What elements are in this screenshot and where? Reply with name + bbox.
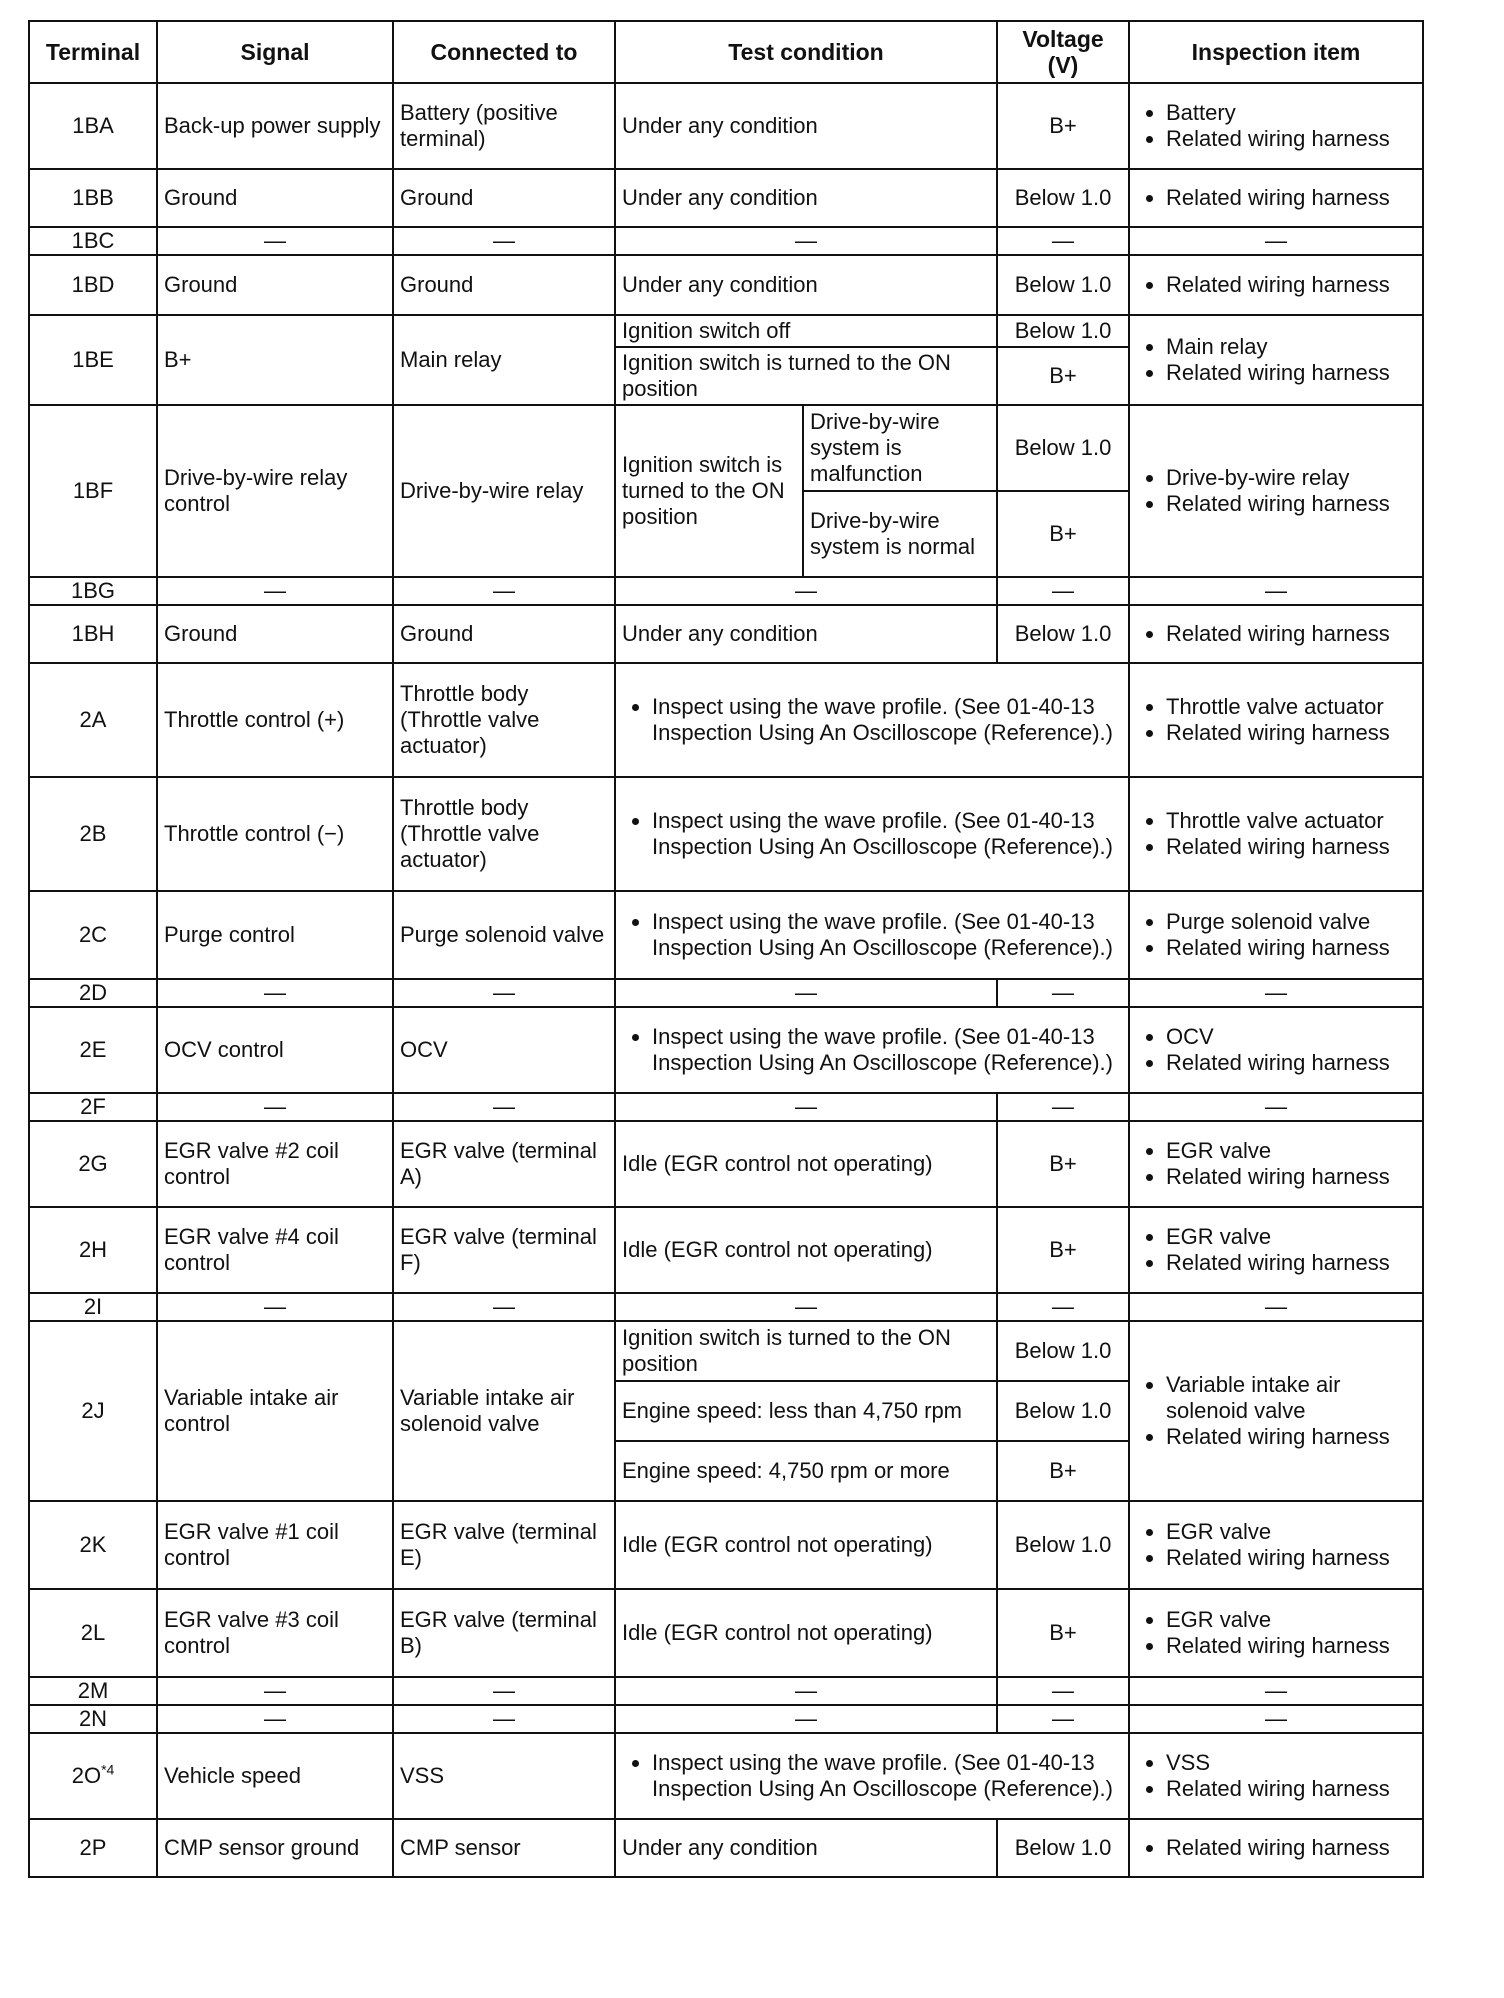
table-row [29, 663, 1423, 777]
condition-cell: — [615, 979, 997, 1007]
table-row [29, 891, 1423, 979]
connected-cell: Purge solenoid valve [393, 891, 615, 979]
condition-cell: — [615, 577, 997, 605]
terminal-cell: 1BC [29, 227, 157, 255]
connected-cell: — [393, 1705, 615, 1733]
inspection-item: • Related wiring harness [1166, 935, 1416, 961]
connected-cell: — [393, 577, 615, 605]
terminal-cell: 1BG [29, 577, 157, 605]
terminal-cell: 1BB [29, 169, 157, 227]
condition-cell [615, 1733, 1129, 1819]
connected-cell: VSS [393, 1733, 615, 1819]
signal-cell: Variable intake air control [157, 1321, 393, 1501]
condition-cell: — [615, 1293, 997, 1321]
condition-item: • Inspect using the wave profile. (See 01-40-13 Inspection Using An Oscilloscope (Reference).) [652, 808, 1122, 860]
terminal-cell: 1BE [29, 315, 157, 405]
signal-cell: Throttle control (+) [157, 663, 393, 777]
inspection-cell: — [1129, 979, 1423, 1007]
inspection-item: • Battery [1166, 100, 1416, 126]
terminal-label: 2O [71, 1763, 102, 1788]
table-row [29, 1589, 1423, 1677]
signal-cell: — [157, 979, 393, 1007]
signal-cell: — [157, 1093, 393, 1121]
header-voltage: Voltage (V) [997, 21, 1129, 83]
voltage-cell: B+ [997, 1589, 1129, 1677]
inspection-item: • Related wiring harness [1166, 491, 1416, 517]
connected-cell: — [393, 1677, 615, 1705]
inspection-item: • Purge solenoid valve [1166, 909, 1416, 935]
voltage-cell: Below 1.0 [997, 255, 1129, 315]
signal-cell: Throttle control (−) [157, 777, 393, 891]
table-row [29, 577, 1423, 605]
voltage-cell: Below 1.0 [997, 1381, 1129, 1441]
table-row [29, 83, 1423, 169]
connected-cell: EGR valve (terminal B) [393, 1589, 615, 1677]
condition-item: • Inspect using the wave profile. (See 01-40-13 Inspection Using An Oscilloscope (Reference).) [652, 909, 1122, 961]
condition-cell: Idle (EGR control not operating) [615, 1121, 997, 1207]
voltage-cell: — [997, 1293, 1129, 1321]
terminal-cell [29, 1733, 157, 1819]
voltage-cell: Below 1.0 [997, 405, 1129, 491]
voltage-cell: B+ [997, 491, 1129, 577]
voltage-cell: Below 1.0 [997, 315, 1129, 347]
voltage-cell: B+ [997, 347, 1129, 405]
inspection-item: • EGR valve [1166, 1519, 1416, 1545]
table-row [29, 255, 1423, 315]
connected-cell: OCV [393, 1007, 615, 1093]
terminal-cell: 2I [29, 1293, 157, 1321]
terminal-cell: 1BD [29, 255, 157, 315]
connected-cell: Throttle body (Throttle valve actuator) [393, 777, 615, 891]
inspection-item: • Drive-by-wire relay [1166, 465, 1416, 491]
inspection-item: • EGR valve [1166, 1138, 1416, 1164]
inspection-item: • Related wiring harness [1166, 1776, 1416, 1802]
inspection-cell [1129, 777, 1423, 891]
inspection-cell: — [1129, 1677, 1423, 1705]
connected-cell: Ground [393, 605, 615, 663]
table-row [29, 1121, 1423, 1207]
voltage-cell: B+ [997, 1441, 1129, 1501]
connected-cell: CMP sensor [393, 1819, 615, 1877]
terminal-cell: 2H [29, 1207, 157, 1293]
signal-cell: EGR valve #2 coil control [157, 1121, 393, 1207]
condition-cell: Under any condition [615, 169, 997, 227]
table-row [29, 1321, 1423, 1381]
inspection-cell [1129, 315, 1423, 405]
voltage-cell: Below 1.0 [997, 605, 1129, 663]
inspection-cell [1129, 1589, 1423, 1677]
inspection-cell [1129, 663, 1423, 777]
connected-cell: EGR valve (terminal E) [393, 1501, 615, 1589]
condition-cell: Under any condition [615, 605, 997, 663]
inspection-cell: — [1129, 577, 1423, 605]
inspection-item: • Related wiring harness [1166, 1424, 1416, 1450]
condition-cell: — [615, 1093, 997, 1121]
terminal-cell: 2G [29, 1121, 157, 1207]
table-row [29, 169, 1423, 227]
voltage-cell: Below 1.0 [997, 1819, 1129, 1877]
inspection-cell [1129, 1321, 1423, 1501]
inspection-cell [1129, 405, 1423, 577]
terminal-cell: 2E [29, 1007, 157, 1093]
inspection-item: • Related wiring harness [1166, 126, 1416, 152]
condition-cell: Idle (EGR control not operating) [615, 1589, 997, 1677]
inspection-item: • EGR valve [1166, 1607, 1416, 1633]
inspection-cell [1129, 1121, 1423, 1207]
inspection-cell [1129, 255, 1423, 315]
inspection-cell [1129, 83, 1423, 169]
sub-condition-cell: Drive-by-wire system is malfunction [803, 405, 997, 491]
connected-cell: — [393, 227, 615, 255]
header-test-condition: Test condition [615, 21, 997, 83]
inspection-cell [1129, 891, 1423, 979]
signal-cell: OCV control [157, 1007, 393, 1093]
connected-cell: Ground [393, 169, 615, 227]
terminal-cell: 2K [29, 1501, 157, 1589]
table-row [29, 1093, 1423, 1121]
condition-cell: Under any condition [615, 255, 997, 315]
condition-cell [615, 777, 1129, 891]
voltage-cell: B+ [997, 83, 1129, 169]
inspection-item: • Related wiring harness [1166, 1050, 1416, 1076]
terminal-cell: 2M [29, 1677, 157, 1705]
connected-cell: Ground [393, 255, 615, 315]
inspection-item: • Related wiring harness [1166, 834, 1416, 860]
condition-cell [615, 1007, 1129, 1093]
footnote-mark: *4 [101, 1761, 115, 1778]
table-row [29, 1733, 1423, 1819]
signal-cell: Drive-by-wire relay control [157, 405, 393, 577]
inspection-cell [1129, 1007, 1423, 1093]
table-row [29, 1501, 1423, 1589]
condition-cell [615, 663, 1129, 777]
signal-cell: Vehicle speed [157, 1733, 393, 1819]
signal-cell: — [157, 1705, 393, 1733]
header-signal: Signal [157, 21, 393, 83]
condition-cell: — [615, 1677, 997, 1705]
signal-cell: Ground [157, 169, 393, 227]
condition-cell: Ignition switch is turned to the ON position [615, 1321, 997, 1381]
table-row [29, 405, 1423, 491]
connected-cell: EGR valve (terminal F) [393, 1207, 615, 1293]
signal-cell: — [157, 1293, 393, 1321]
connected-cell: — [393, 1293, 615, 1321]
terminal-cell: 2A [29, 663, 157, 777]
signal-cell: Back-up power supply [157, 83, 393, 169]
table-row [29, 227, 1423, 255]
voltage-cell: — [997, 1705, 1129, 1733]
voltage-cell: — [997, 979, 1129, 1007]
connected-cell: — [393, 1093, 615, 1121]
table-row [29, 1819, 1423, 1877]
inspection-cell: — [1129, 1705, 1423, 1733]
signal-cell: CMP sensor ground [157, 1819, 393, 1877]
condition-cell: Engine speed: less than 4,750 rpm [615, 1381, 997, 1441]
condition-cell: Engine speed: 4,750 rpm or more [615, 1441, 997, 1501]
condition-cell: — [615, 227, 997, 255]
terminal-cell: 2D [29, 979, 157, 1007]
terminal-cell: 1BH [29, 605, 157, 663]
inspection-item: • VSS [1166, 1750, 1416, 1776]
condition-cell: — [615, 1705, 997, 1733]
voltage-cell: Below 1.0 [997, 169, 1129, 227]
condition-cell: Under any condition [615, 83, 997, 169]
condition-cell: Ignition switch is turned to the ON position [615, 347, 997, 405]
inspection-item: • OCV [1166, 1024, 1416, 1050]
voltage-cell: — [997, 1677, 1129, 1705]
table-row [29, 1705, 1423, 1733]
terminal-voltage-table [28, 20, 1424, 1878]
inspection-item: • Main relay [1166, 334, 1416, 360]
condition-cell: Under any condition [615, 1819, 997, 1877]
inspection-item: • Related wiring harness [1166, 1545, 1416, 1571]
voltage-cell: — [997, 1093, 1129, 1121]
table-row [29, 1207, 1423, 1293]
table-row [29, 979, 1423, 1007]
inspection-item: • Throttle valve actuator [1166, 694, 1416, 720]
condition-item: • Inspect using the wave profile. (See 01-40-13 Inspection Using An Oscilloscope (Reference).) [652, 1024, 1122, 1076]
connected-cell: Variable intake air solenoid valve [393, 1321, 615, 1501]
connected-cell: EGR valve (terminal A) [393, 1121, 615, 1207]
inspection-cell: — [1129, 1293, 1423, 1321]
inspection-cell [1129, 1501, 1423, 1589]
signal-cell: B+ [157, 315, 393, 405]
signal-cell: EGR valve #1 coil control [157, 1501, 393, 1589]
table-row [29, 1293, 1423, 1321]
voltage-cell: B+ [997, 1207, 1129, 1293]
terminal-cell: 1BF [29, 405, 157, 577]
condition-cell [615, 891, 1129, 979]
signal-cell: Ground [157, 605, 393, 663]
signal-cell: Purge control [157, 891, 393, 979]
signal-cell: — [157, 577, 393, 605]
inspection-cell [1129, 1733, 1423, 1819]
condition-cell: Idle (EGR control not operating) [615, 1501, 997, 1589]
inspection-item: • Related wiring harness [1166, 1633, 1416, 1659]
table-row [29, 315, 1423, 347]
signal-cell: — [157, 227, 393, 255]
header-row [29, 21, 1423, 83]
condition-cell: Idle (EGR control not operating) [615, 1207, 997, 1293]
terminal-cell: 2F [29, 1093, 157, 1121]
condition-item: • Inspect using the wave profile. (See 01-40-13 Inspection Using An Oscilloscope (Reference).) [652, 694, 1122, 746]
terminal-cell: 2C [29, 891, 157, 979]
signal-cell: — [157, 1677, 393, 1705]
inspection-cell [1129, 605, 1423, 663]
inspection-item: • Related wiring harness [1166, 185, 1416, 211]
header-inspection-item: Inspection item [1129, 21, 1423, 83]
header-terminal: Terminal [29, 21, 157, 83]
voltage-cell: — [997, 227, 1129, 255]
inspection-item: • Related wiring harness [1166, 1164, 1416, 1190]
inspection-item: • Related wiring harness [1166, 1835, 1416, 1861]
header-connected-to: Connected to [393, 21, 615, 83]
signal-cell: Ground [157, 255, 393, 315]
table-row [29, 605, 1423, 663]
sub-condition-cell: Drive-by-wire system is normal [803, 491, 997, 577]
inspection-item: • Related wiring harness [1166, 1250, 1416, 1276]
signal-cell: EGR valve #3 coil control [157, 1589, 393, 1677]
condition-item: • Inspect using the wave profile. (See 01-40-13 Inspection Using An Oscilloscope (Reference).) [652, 1750, 1122, 1802]
inspection-cell [1129, 1819, 1423, 1877]
table-row [29, 1007, 1423, 1093]
inspection-cell [1129, 1207, 1423, 1293]
condition-cell: Ignition switch is turned to the ON position [615, 405, 803, 577]
inspection-cell: — [1129, 1093, 1423, 1121]
voltage-cell: Below 1.0 [997, 1321, 1129, 1381]
connected-cell: Throttle body (Throttle valve actuator) [393, 663, 615, 777]
inspection-item: • Related wiring harness [1166, 360, 1416, 386]
inspection-item: • EGR valve [1166, 1224, 1416, 1250]
table-row [29, 1677, 1423, 1705]
terminal-cell: 2P [29, 1819, 157, 1877]
inspection-cell: — [1129, 227, 1423, 255]
connected-cell: Main relay [393, 315, 615, 405]
table-row [29, 777, 1423, 891]
pcm-terminal-table [28, 20, 1424, 1878]
connected-cell: Battery (positive terminal) [393, 83, 615, 169]
inspection-item: • Variable intake air solenoid valve [1166, 1372, 1416, 1424]
inspection-cell [1129, 169, 1423, 227]
voltage-cell: — [997, 577, 1129, 605]
inspection-item: • Related wiring harness [1166, 272, 1416, 298]
connected-cell: Drive-by-wire relay [393, 405, 615, 577]
condition-cell: Ignition switch off [615, 315, 997, 347]
terminal-cell: 2J [29, 1321, 157, 1501]
signal-cell: EGR valve #4 coil control [157, 1207, 393, 1293]
terminal-cell: 2B [29, 777, 157, 891]
inspection-item: • Related wiring harness [1166, 621, 1416, 647]
terminal-cell: 2N [29, 1705, 157, 1733]
connected-cell: — [393, 979, 615, 1007]
voltage-cell: Below 1.0 [997, 1501, 1129, 1589]
voltage-cell: B+ [997, 1121, 1129, 1207]
terminal-cell: 2L [29, 1589, 157, 1677]
inspection-item: • Throttle valve actuator [1166, 808, 1416, 834]
inspection-item: • Related wiring harness [1166, 720, 1416, 746]
terminal-cell: 1BA [29, 83, 157, 169]
